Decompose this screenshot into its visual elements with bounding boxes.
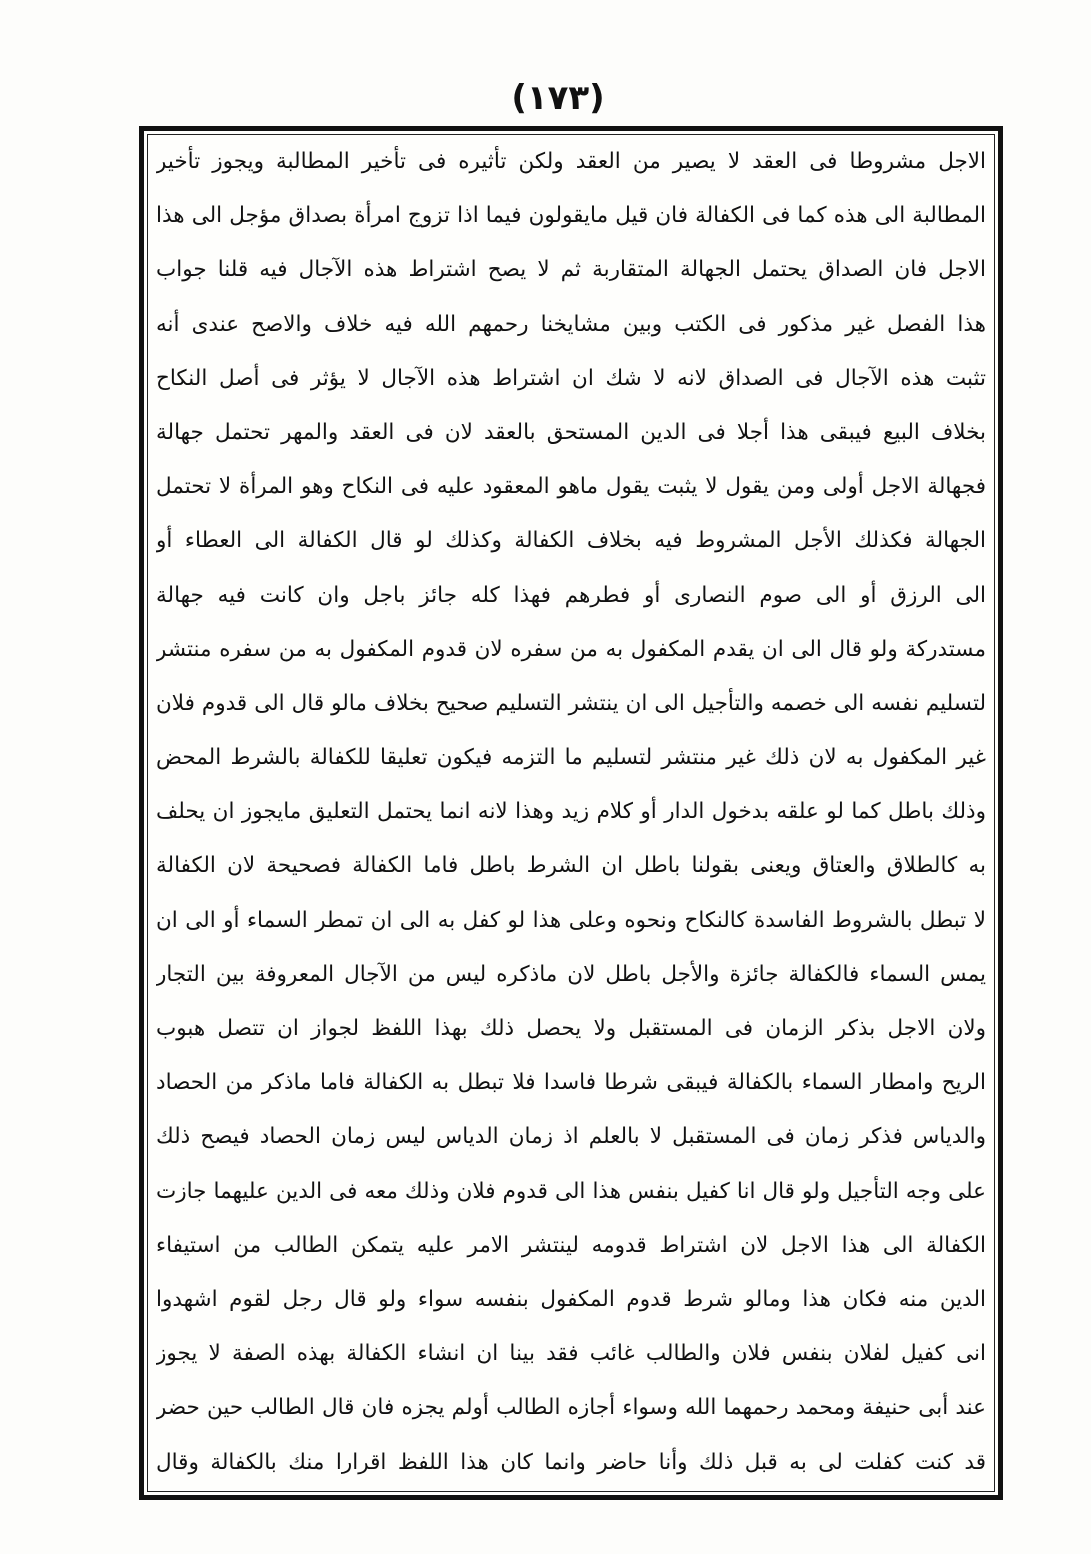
text-line-12: غير المكفول به لان ذلك غير منتشر لتسليم ما التزمه فيكون تعليقا للكفالة بالشرط المحض bbox=[156, 745, 986, 771]
page-number: (١٧٣) bbox=[511, 78, 605, 118]
text-line-17: ولان الاجل بذكر الزمان فى المستقبل ولا يحصل ذلك بهذا اللفظ لجواز ان تتصل هبوب bbox=[156, 1016, 986, 1041]
body-text bbox=[156, 135, 986, 1490]
text-line-10: مستدركة ولو قال الى ان يقدم المكفول به من سفره لان قدوم المكفول به من سفره منتشر bbox=[156, 636, 986, 662]
text-line-20: على وجه التأجيل ولو قال انا كفيل بنفس هذا الى قدوم فلان وذلك معه فى الدين عليهما جازت bbox=[156, 1178, 986, 1204]
text-line-8: الجهالة فكذلك الأجل المشروط فيه بخلاف الكفالة وكذلك لو قال الكفالة الى العطاء أو bbox=[156, 528, 986, 554]
text-line-5: تثبت هذه الآجال فى الصداق لانه لا شك ان اشتراط هذه الآجال لا يؤثر فى أصل النكاح bbox=[156, 365, 986, 391]
text-line-7: فجهالة الاجل أولى ومن يقول لا يثبت يقول ماهو المعقود عليه فى النكاح وهو المرأة لا تحتمل bbox=[156, 474, 986, 500]
text-line-14: به كالطلاق والعتاق ويعنى بقولنا باطل ان الشرط باطل فاما الكفالة فصحيحة لان الكفالة bbox=[156, 853, 986, 879]
text-line-22: الدين منه فكان هذا ومالو شرط قدوم المكفول بنفسه سواء ولو قال رجل لقوم اشهدوا bbox=[156, 1286, 986, 1312]
text-line-23: انى كفيل لفلان بنفس فلان والطالب غائب فقد بينا ان انشاء الكفالة بهذه الصفة لا يجوز bbox=[156, 1341, 986, 1367]
text-line-15: لا تبطل بالشروط الفاسدة كالنكاح ونحوه وعلى هذا لو كفل به الى ان تمطر السماء أو الى ان bbox=[156, 907, 986, 933]
text-line-1: الاجل مشروطا فى العقد لا يصير من العقد ولكن تأثيره فى تأخير المطالبة ويجوز تأخير bbox=[156, 149, 986, 174]
text-line-2: المطالبة الى هذه كما فى الكفالة فان قيل مايقولون فيما اذا تزوج امرأة بصداق مؤجل الى هذا bbox=[156, 203, 986, 229]
text-line-13: وذلك باطل كما لو علقه بدخول الدار أو كلام زيد وهذا لانه انما يحتمل التعليق مايجوز ان يحلف bbox=[156, 799, 986, 825]
text-line-24: عند أبى حنيفة ومحمد رحمهما الله وسواء أجازه الطالب أولم يجزه فان قال الطالب حين حضر bbox=[156, 1395, 986, 1421]
text-line-19: والدياس فذكر زمان فى المستقبل لا بالعلم اذ زمان الدياس ليس زمان الحصاد فيصح ذلك bbox=[156, 1124, 986, 1150]
text-line-6: بخلاف البيع فيبقى هذا أجلا فى الدين المستحق بالعقد لان فى العقد والمهر تحتمل جهالة bbox=[156, 419, 986, 445]
text-line-25: قد كنت كفلت لى به قبل ذلك وأنا حاضر وانما كان هذا اللفظ اقرارا منك بالكفالة وقال bbox=[156, 1449, 986, 1475]
text-line-4: هذا الفصل غير مذكور فى الكتب وبين مشايخنا رحمهم الله فيه خلاف والاصح عندى أنه bbox=[156, 311, 986, 337]
text-line-9: الى الرزق أو الى صوم النصارى أو فطرهم فهذا كله جائز باجل وان كانت فيه جهالة bbox=[156, 582, 986, 608]
text-frame bbox=[139, 126, 1003, 1500]
text-line-11: لتسليم نفسه الى خصمه والتأجيل الى ان ينتشر التسليم صحيح بخلاف مالو قال الى قدوم فلان bbox=[156, 690, 986, 716]
text-line-3: الاجل فان الصداق يحتمل الجهالة المتقاربة ثم لا يصح اشتراط هذه الآجال فيه قلنا جواب bbox=[156, 257, 986, 283]
text-frame-inner-rule bbox=[147, 134, 995, 1492]
text-line-21: الكفالة الى هذا الاجل لان اشتراط قدومه لينتشر الامر عليه يتمكن الطالب من استيفاء bbox=[156, 1232, 986, 1258]
text-line-16: يمس السماء فالكفالة جائزة والأجل باطل لان ماذكره ليس من الآجال المعروفة بين التجار bbox=[156, 961, 986, 987]
text-line-18: الريح وامطار السماء بالكفالة فيبقى شرطا فاسدا فلا تبطل به الكفالة فاما ماذكر من الحصاد bbox=[156, 1070, 986, 1096]
